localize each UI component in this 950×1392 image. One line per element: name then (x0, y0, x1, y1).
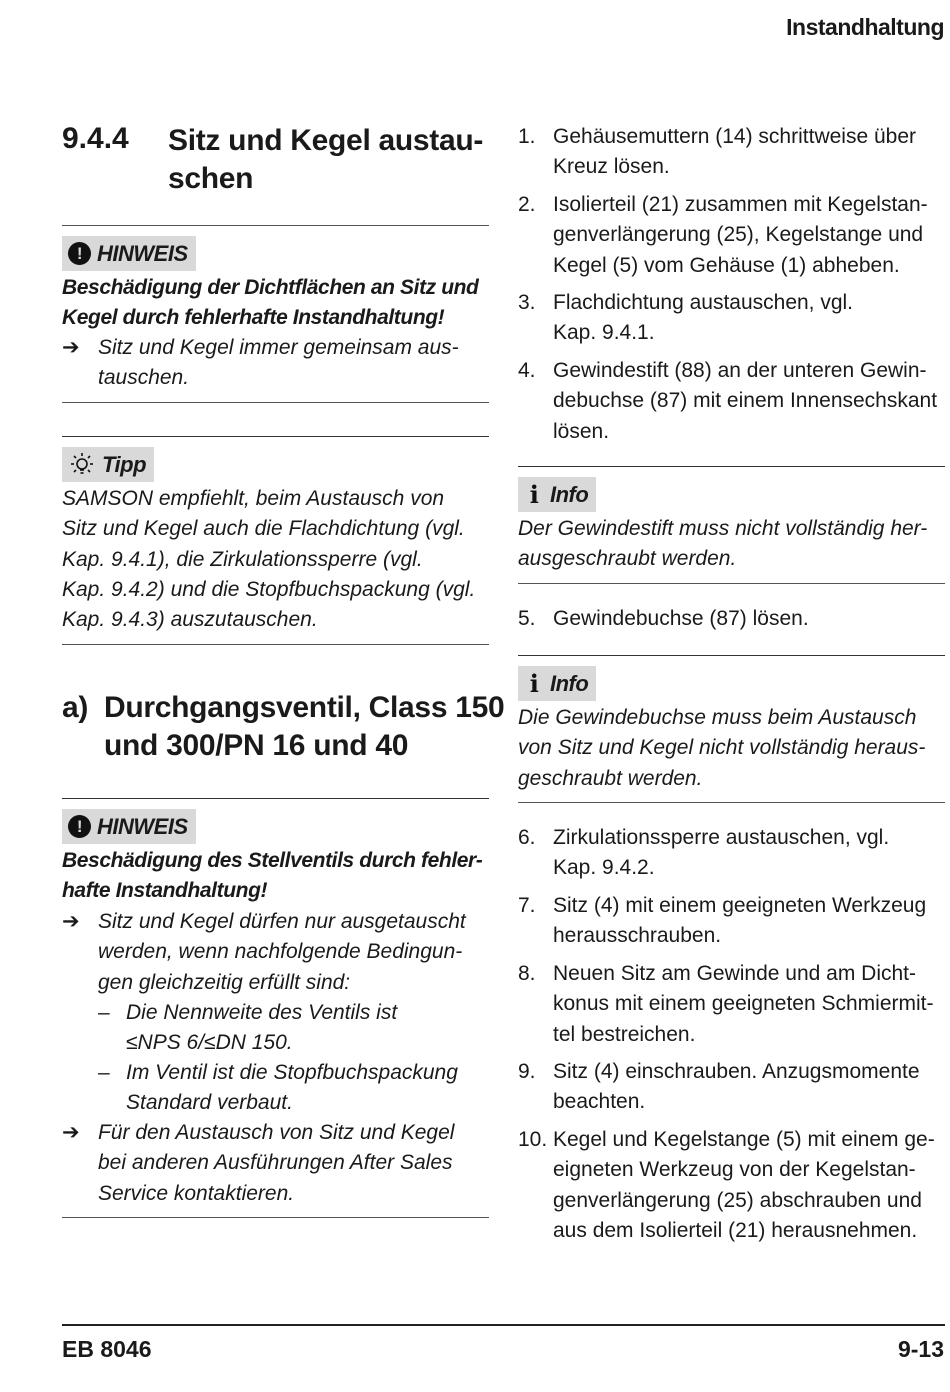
step-number: 6. (518, 826, 536, 849)
divider (518, 655, 945, 656)
info-line: ausgeschraubt werden. (518, 547, 737, 571)
step-line: Neuen Sitz am Gewinde und am Dicht- (553, 962, 916, 985)
list-item (518, 959, 945, 1050)
notice-badge (62, 809, 196, 844)
subitem-line: Standard verbaut. (126, 1091, 293, 1115)
subsection-title-line: Durchgangsventil, Class 150 (104, 691, 505, 724)
step-line: Sitz (4) einschrauben. Anzugsmomente (553, 1060, 920, 1083)
section-title-line: Sitz und Kegel austau- (168, 124, 484, 157)
section-number: 9.4.4 (62, 122, 129, 155)
tip-line: Sitz und Kegel auch die Flachdichtung (vgl. (62, 517, 465, 541)
step-number: 2. (518, 193, 536, 216)
step-number: 5. (518, 607, 536, 630)
step-number: 3. (518, 291, 536, 314)
tip-badge (62, 447, 154, 482)
step-line: Flachdichtung austauschen, vgl. (553, 291, 854, 314)
step-number: 10. (518, 1128, 548, 1151)
info-text (518, 703, 945, 794)
notice-subitem (98, 1058, 488, 1119)
bullet-line: werden, wenn nachfolgende Bedingun- (98, 940, 463, 964)
list-item (518, 288, 945, 349)
step-line: Gewindestift (88) an der unteren Gewin- (553, 359, 927, 382)
step-line: Kap. 9.4.1. (553, 321, 655, 345)
notice-heading (62, 846, 489, 907)
list-item (518, 823, 945, 884)
bullet-line: Service kontaktieren. (98, 1181, 295, 1205)
info-label: Info (550, 670, 589, 696)
notice-badge (62, 236, 196, 271)
list-item (518, 356, 945, 447)
notice-heading-line: Beschädigung des Stellventils durch fehler- (62, 849, 483, 872)
step-line: aus dem Isolierteil (21) herausnehmen. (553, 1218, 918, 1242)
bullet-line: Sitz und Kegel immer gemeinsam aus- (98, 336, 459, 359)
subitem-line: Im Ventil ist die Stopfbuchspackung (126, 1061, 458, 1084)
arrow-icon: ➔ (62, 1121, 80, 1144)
tip-label: Tipp (102, 451, 147, 477)
info-line: Die Gewindebuchse muss beim Austausch (518, 706, 917, 729)
info-text (518, 514, 945, 575)
dash-marker: – (98, 1061, 110, 1084)
step-line: tel bestreichen. (553, 1022, 696, 1046)
list-item (518, 1125, 945, 1247)
divider (62, 436, 489, 437)
list-item (518, 122, 945, 183)
divider (518, 802, 945, 803)
step-line: beachten. (553, 1090, 646, 1114)
info-line: Der Gewindestift muss nicht vollständig her- (518, 517, 928, 540)
divider (518, 466, 945, 467)
step-line: herausschrauben. (553, 924, 722, 948)
subsection-title (104, 689, 504, 765)
bullet-line: Für den Austausch von Sitz und Kegel (98, 1121, 455, 1144)
info-line: von Sitz und Kegel nicht vollständig heraus- (518, 736, 926, 760)
step-number: 7. (518, 894, 536, 917)
divider (62, 644, 489, 645)
list-item (518, 891, 945, 952)
step-line: genverlängerung (25), Kegelstange und (553, 223, 924, 247)
step-number: 9. (518, 1060, 536, 1083)
divider (518, 583, 945, 584)
step-number: 1. (518, 125, 536, 148)
page-number: 9-13 (897, 1336, 944, 1362)
tip-text (62, 484, 489, 635)
notice-bullet (62, 907, 489, 998)
step-line: Kegel (5) vom Gehäuse (1) abheben. (553, 253, 900, 277)
arrow-icon: ➔ (62, 336, 80, 359)
tip-line: Kap. 9.4.2) und die Stopfbuchspackung (vgl. (62, 577, 476, 601)
step-line: Kreuz lösen. (553, 155, 670, 179)
notice-bullet (62, 333, 489, 394)
notice-heading-line: Kegel durch fehlerhafte Instandhaltung! (62, 306, 445, 330)
step-number: 8. (518, 962, 536, 985)
bullet-line: bei anderen Ausführungen After Sales (98, 1151, 453, 1175)
notice-heading-line: Beschädigung der Dichtflächen an Sitz und (62, 276, 479, 299)
exclamation-icon: ! (68, 242, 91, 265)
divider (62, 798, 489, 799)
bullet-line: gen gleichzeitig erfüllt sind: (98, 970, 351, 994)
step-line: genverlängerung (25) abschrauben und (553, 1188, 922, 1212)
info-badge (518, 666, 596, 701)
notice-label: HINWEIS (97, 240, 188, 266)
arrow-icon: ➔ (62, 910, 80, 933)
dash-marker: – (98, 1001, 110, 1024)
document-id: EB 8046 (62, 1336, 152, 1362)
step-line: Gehäusemuttern (14) schrittweise über (553, 125, 916, 148)
tip-line: Kap. 9.4.3) auszutauschen. (62, 608, 318, 632)
info-label: Info (550, 481, 589, 507)
step-line: Zirkulationssperre austauschen, vgl. (553, 826, 890, 849)
section-title-line: schen (168, 162, 254, 195)
list-item (518, 190, 945, 281)
subsection-marker: a) (62, 691, 89, 724)
footer-rule (62, 1324, 945, 1326)
step-line: Sitz (4) mit einem geeigneten Werkzeug (553, 894, 927, 917)
subitem-line: ≤NPS 6/≤DN 150. (126, 1031, 293, 1055)
list-item (518, 1057, 945, 1118)
info-badge (518, 477, 596, 512)
step-line: Kegel und Kegelstange (5) mit einem ge- (553, 1128, 935, 1151)
bullet-line: Sitz und Kegel dürfen nur ausgetauscht (98, 910, 466, 933)
notice-label: HINWEIS (97, 813, 188, 839)
subsection-title-line: und 300/PN 16 und 40 (104, 729, 409, 762)
divider (62, 402, 489, 403)
step-line: debuchse (87) mit einem Innensechskant (553, 389, 938, 413)
divider (62, 225, 489, 226)
notice-heading-line: hafte Instandhaltung! (62, 879, 268, 903)
notice-bullet (62, 1118, 489, 1209)
info-line: geschraubt werden. (518, 766, 703, 790)
step-line: lösen. (553, 419, 610, 443)
notice-heading (62, 273, 489, 334)
tip-line: Kap. 9.4.1), die Zirkulationssperre (vgl. (62, 547, 423, 571)
info-icon: i (529, 668, 539, 698)
divider (62, 1217, 489, 1218)
step-line: eigneten Werkzeug von der Kegelstan- (553, 1158, 916, 1182)
notice-subitem (98, 998, 488, 1059)
section-title (168, 122, 483, 198)
subitem-line: Die Nennweite des Ventils ist (126, 1001, 398, 1024)
lightbulb-icon (68, 452, 96, 478)
running-title: Instandhaltung (786, 14, 944, 40)
exclamation-icon: ! (68, 815, 91, 838)
bullet-line: tauschen. (98, 366, 190, 390)
step-line: Isolierteil (21) zusammen mit Kegelstan- (553, 193, 928, 216)
info-icon: i (529, 479, 539, 509)
tip-line: SAMSON empfiehlt, beim Austausch von (62, 487, 445, 510)
step-line: konus mit einem geeigneten Schmiermit- (553, 992, 934, 1016)
step-line: Gewindebuchse (87) lösen. (553, 607, 809, 630)
step-line: Kap. 9.4.2. (553, 856, 655, 880)
step-number: 4. (518, 359, 536, 382)
list-item (518, 604, 945, 635)
